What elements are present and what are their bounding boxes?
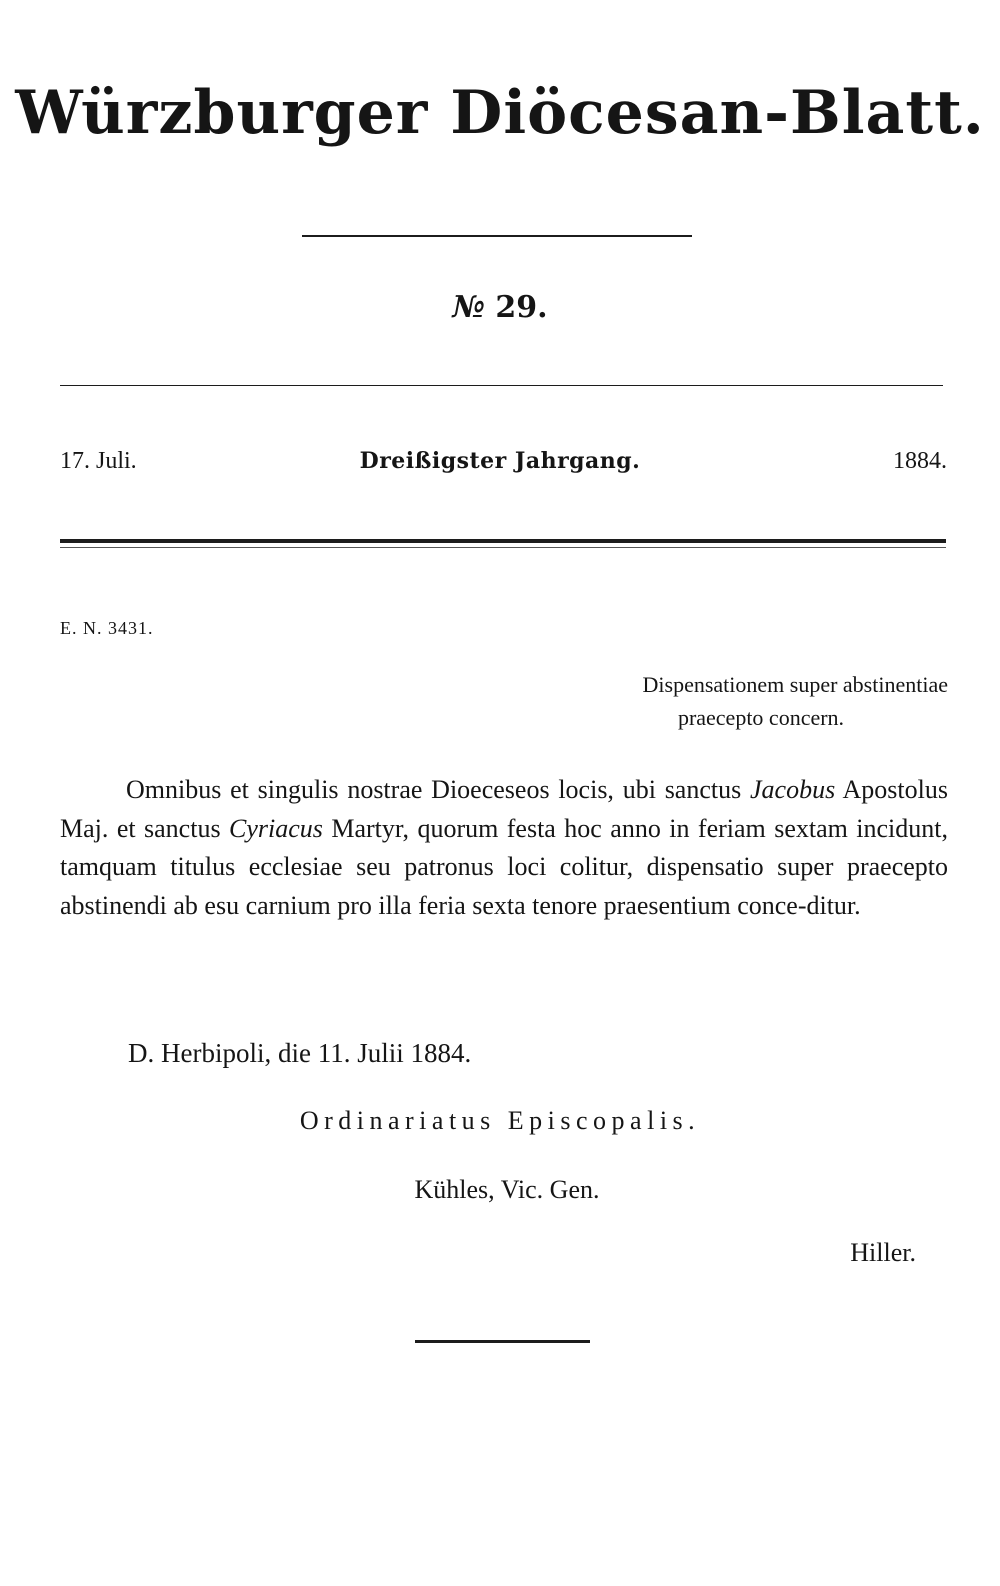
issue-number <box>0 290 1000 325</box>
number-sign: № <box>452 290 485 325</box>
decree-text-2: Apostolus Maj. et sanctus <box>60 775 948 843</box>
issuing-authority: Ordinariatus Episcopalis. <box>299 1106 701 1135</box>
masthead-title: Würzburger Diöcesan-Blatt. <box>15 78 985 148</box>
saint-name-cyriacus: Cyriacus <box>229 813 323 843</box>
header-bottom-rule-thick <box>60 539 946 543</box>
subject-heading <box>528 668 948 734</box>
decree-text-3: Martyr, quorum festa hoc anno in feriam sextam incidunt, tamquam titulus ecclesiae seu patronus loci colitur, dispensatio super praecepto abstinendi ab esu carnium pro illa feria sexta tenore praesentium conce-ditur. <box>60 813 949 920</box>
place-and-date: D. Herbipoli, die 11. Julii 1884. <box>128 1038 472 1068</box>
decree-text-1: Omnibus et singulis nostrae Dioeceseos locis, ubi sanctus <box>126 775 750 804</box>
saint-name-jacobus: Jacobus <box>750 775 836 804</box>
reference-number: E. N. 3431. <box>60 618 154 638</box>
subject-line-2: praecepto concern. <box>677 705 845 730</box>
issue-number-value: 29. <box>495 290 548 325</box>
volume-label: Dreißigster Jahrgang. <box>359 448 641 474</box>
header-bottom-rule-thin <box>60 547 946 548</box>
header-top-rule <box>60 385 943 386</box>
masthead-divider <box>302 235 692 237</box>
signatory: Kühles, Vic. Gen. <box>414 1175 600 1204</box>
issue-date: 17. Juli. <box>60 448 137 474</box>
closing-divider <box>415 1340 590 1343</box>
decree-paragraph <box>60 771 948 925</box>
issue-year: 1884. <box>893 448 947 474</box>
clerk-signature: Hiller. <box>850 1238 916 1267</box>
subject-line-1: Dispensationem super abstinentiae <box>642 672 948 697</box>
